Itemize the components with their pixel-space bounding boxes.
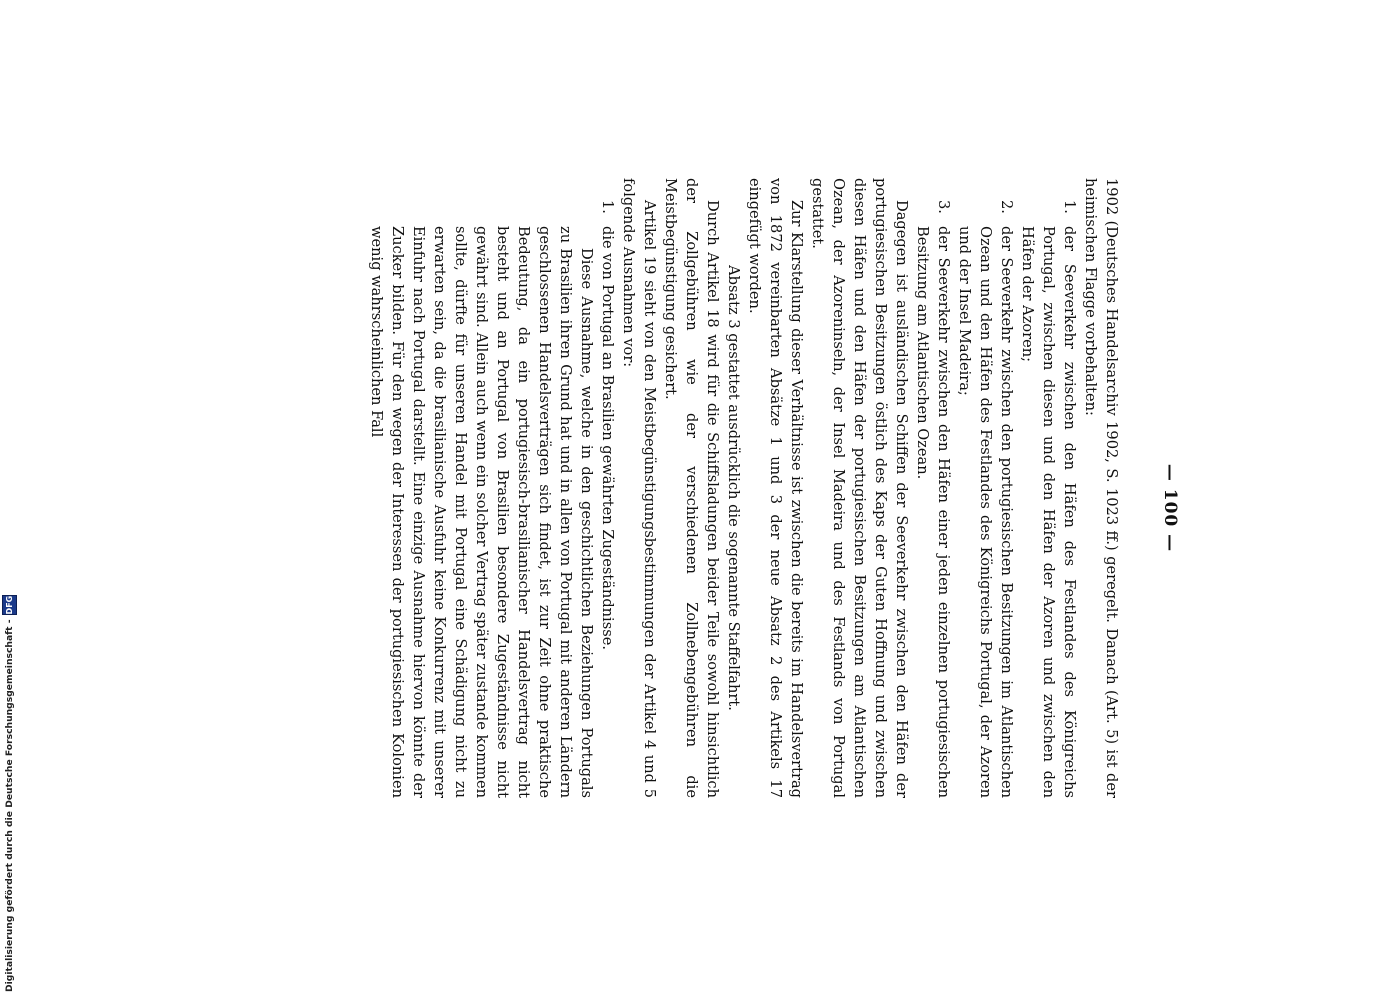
- reserved-trade-list: [912, 178, 1080, 798]
- list-item: [1017, 178, 1080, 798]
- list-text: der Seeverkehr zwischen den Häfen des Festlandes des Königreichs Portugal, zwischen diesen und den Häfen der Azoren und zwischen den Häfen der Azoren;: [1019, 226, 1078, 798]
- list-number: 1.: [599, 200, 616, 214]
- paragraph: Absatz 3 gestattet ausdrücklich die sogenannte Staffelfahrt.: [725, 265, 742, 711]
- body-text: [366, 178, 1122, 798]
- exceptions-list: [597, 178, 618, 798]
- list-number: 1.: [1061, 200, 1078, 214]
- paragraph: Diese Ausnahme, welche in den geschichtlichen Beziehungen Portugals zu Brasilien ihren Grund hat und in allen von Portugal mit anderen Ländern geschlossenen Handelsverträgen sich findet, ist zur Zeit ohne praktische Bedeutung, da ein portugiesisch-brasilianischer Handelsvertrag nicht besteht und an Portugal von Brasilien besondere Zugeständnisse nicht gewährt sind. Allein auch wenn ein solcher Vertrag später zustande kommen sollte, dürfte für unseren Handel mit Portugal eine Schädigung nicht zu erwarten sein, da die brasilianische Ausfuhr keine Konkurrenz mit unserer Einfuhr nach Portugal darstellt. Eine einzige Ausnahme hiervon könnte der Zucker bilden. Für den wegen der Interessen der portugiesischen Kolonien wenig wahrscheinlichen Fall: [368, 226, 595, 798]
- list-item: [912, 178, 954, 798]
- list-item: [954, 178, 1017, 798]
- list-text: der Seeverkehr zwischen den Häfen einer jeden einzelnen portugiesischen Besitzung am Atlantischen Ozean.: [914, 226, 952, 798]
- list-text: der Seeverkehr zwischen den portugiesischen Besitzungen im Atlantischen Ozean und den Häfen des Festlandes des Königreichs Portugal, der Azoren und der Insel Madeira;: [956, 226, 1015, 798]
- paragraph: Zur Klarstellung dieser Verhältnisse ist zwischen die bereits im Handelsvertrag von 1872 vereinbarten Absätze 1 und 3 der neue Absatz 2 des Artikels 17 eingefügt worden.: [746, 178, 805, 798]
- intro-paragraph: 1902 (Deutsches Handelsarchiv 1902, S. 1023 ff.) geregelt. Danach (Art. 5) ist der heimischen Flagge vorbehalten:: [1082, 178, 1120, 798]
- paragraph: Durch Artikel 18 wird für die Schiffsladungen beider Teile sowohl hinsichtlich der Zollgebühren wie der verschiedenen Zollnebengebühren die Meistbegünstigung gesichert.: [662, 178, 721, 798]
- paragraph: Artikel 19 sieht von den Meistbegünstigungsbestimmungen der Artikel 4 und 5 folgende Ausnahmen vor:: [620, 178, 658, 798]
- paragraph: Dagegen ist ausländischen Schiffen der Seeverkehr zwischen den Häfen der portugiesischen Besitzungen östlich des Kaps der Guten Hoffnung und zwischen diesen Häfen und den Häfen der portugiesischen Besitzungen am Atlantischen Ozean, der Azoreninseln, der Insel Madeira und des Festlands von Portugal gestattet.: [809, 178, 910, 798]
- list-text: die von Portugal an Brasilien gewährten Zugeständnisse.: [599, 226, 616, 650]
- page-number: — 100 —: [1160, 463, 1180, 553]
- dfg-logo-icon: DFG: [2, 595, 17, 616]
- list-item: [597, 178, 618, 798]
- footer-credit-text: Digitalisierung gefördert durch die Deutsche Forschungsgemeinschaft -: [4, 619, 15, 992]
- rotated-page: [220, 178, 1180, 838]
- list-number: 2.: [998, 200, 1015, 214]
- footer-credit: [0, 0, 20, 1000]
- list-number: 3.: [935, 200, 952, 214]
